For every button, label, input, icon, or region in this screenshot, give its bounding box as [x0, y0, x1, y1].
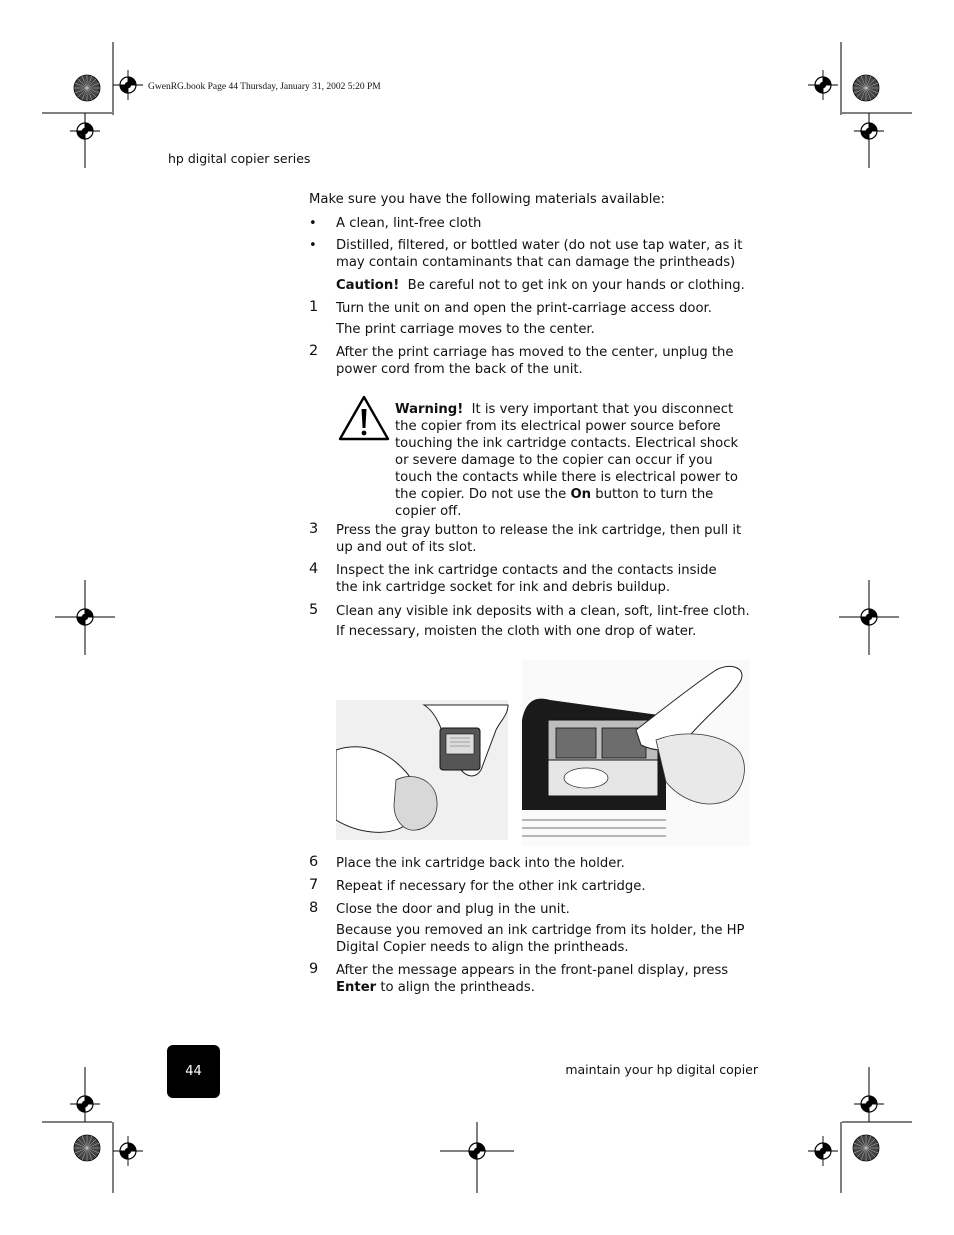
warning-text: It is very important that you disconnect the copier from its electrical power source before touching the ink cartridge contacts. Electrical shock or severe damage to the copier can occur if you touch the contacts while there is electrical power to the copier. Do not use the — [395, 402, 739, 502]
step-number: 3 — [309, 521, 319, 537]
color-bar-icon — [853, 75, 879, 101]
step-note: The print carriage moves to the center. — [336, 322, 595, 337]
bullet-item: A clean, lint-free cloth — [336, 216, 482, 231]
bullet-marker: • — [309, 238, 317, 253]
step-text-start: After the message appears in the front-panel display, press — [336, 963, 729, 978]
step-text: Place the ink cartridge back into the holder. — [336, 856, 625, 871]
print-slug: GwenRG.book Page 44 Thursday, January 31, 2002 5:20 PM — [148, 82, 381, 92]
step-note: Because you removed an ink cartridge from its holder, the HP Digital Copier needs to align the printheads. — [336, 923, 745, 955]
registration-mark-icon — [113, 70, 143, 100]
step-text: Repeat if necessary for the other ink cartridge. — [336, 879, 646, 894]
step-number: 7 — [309, 877, 319, 893]
step-number: 5 — [309, 602, 319, 618]
step-text: Press the gray button to release the ink cartridge, then pull it up and out of its slot. — [336, 523, 742, 555]
cleaning-illustration — [336, 660, 750, 846]
caution-note — [336, 277, 761, 294]
warning-icon — [338, 394, 390, 442]
registration-mark-icon — [113, 1136, 143, 1166]
step-note: If necessary, moisten the cloth with one drop of water. — [336, 624, 697, 639]
bullet-marker: • — [309, 216, 317, 231]
color-bar-icon — [74, 1135, 100, 1161]
step-text: Inspect the ink cartridge contacts and the contacts inside the ink cartridge socket for ink and debris buildup. — [336, 563, 717, 595]
registration-mark-icon — [808, 1136, 838, 1166]
caution-text: Be careful not to get ink on your hands or clothing. — [407, 278, 745, 293]
intro-text: Make sure you have the following materials available: — [309, 192, 665, 207]
footer-section: maintain your hp digital copier — [565, 1062, 758, 1077]
step-text: Close the door and plug in the unit. — [336, 902, 570, 917]
color-bar-icon — [74, 75, 100, 101]
step-text-end: to align the printheads. — [376, 980, 535, 995]
warning-text-end: button to turn the copier off. — [395, 487, 714, 519]
registration-mark-icon — [808, 70, 838, 100]
step-number: 4 — [309, 561, 319, 577]
step-text: Turn the unit on and open the print-carriage access door. — [336, 301, 712, 316]
warning-note — [395, 401, 740, 520]
bullet-item: Distilled, filtered, or bottled water (do not use tap water, as it may contain contaminants that can damage the printheads) — [336, 238, 743, 270]
caution-label: Caution! — [336, 278, 400, 293]
step-text — [336, 962, 761, 996]
socket-cleaning-image — [522, 660, 750, 846]
cartridge-cleaning-image — [336, 700, 508, 840]
on-button-ref: On — [570, 487, 592, 502]
step-number: 8 — [309, 900, 319, 916]
step-text: Clean any visible ink deposits with a clean, soft, lint-free cloth. — [336, 604, 750, 619]
step-number: 9 — [309, 961, 319, 977]
page-number: 44 — [167, 1045, 220, 1098]
color-bar-icon — [853, 1135, 879, 1161]
running-head: hp digital copier series — [168, 151, 311, 166]
warning-label: Warning! — [395, 402, 464, 417]
enter-button-ref: Enter — [336, 980, 377, 995]
step-text: After the print carriage has moved to the center, unplug the power cord from the back of the unit. — [336, 345, 734, 377]
step-number: 2 — [309, 343, 319, 359]
step-number: 1 — [309, 299, 319, 315]
step-number: 6 — [309, 854, 319, 870]
